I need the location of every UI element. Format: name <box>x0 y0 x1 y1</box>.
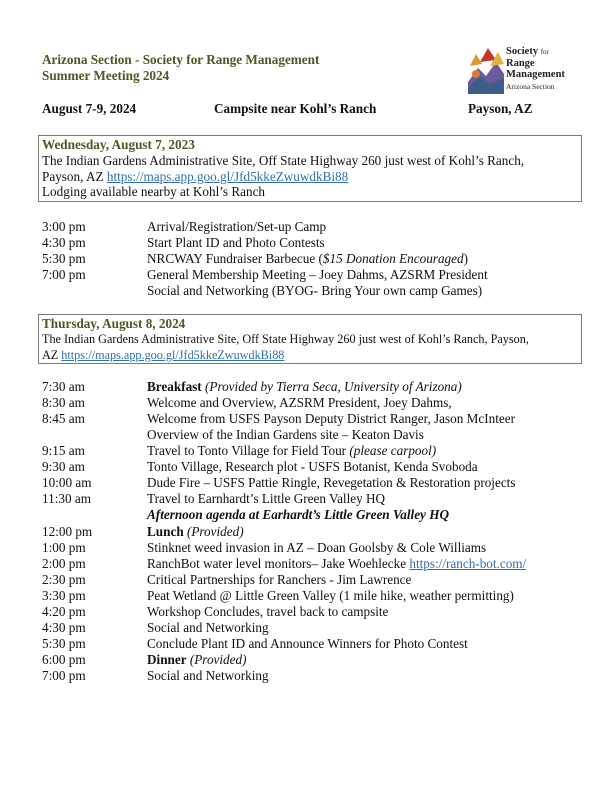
schedule-time: 1:00 pm <box>42 540 86 555</box>
schedule-time: 2:00 pm <box>42 556 86 571</box>
schedule-text: General Membership Meeting – Joey Dahms, AZSRM President <box>147 267 488 282</box>
schedule-time: 7:30 am <box>42 379 85 394</box>
logo-text <box>506 46 565 92</box>
schedule-text-bold: Breakfast <box>147 379 202 394</box>
schedule-row <box>42 379 462 395</box>
thursday-location-box <box>38 314 582 364</box>
schedule-text: Overview of the Indian Gardens site – Keaton Davis <box>147 427 424 442</box>
schedule-text: Welcome from USFS Payson Deputy District Ranger, Jason McInteer <box>147 411 515 426</box>
wednesday-location-line1: The Indian Gardens Administrative Site, Off State Highway 260 just west of Kohl’s Ranch, <box>42 153 525 168</box>
meeting-name: Summer Meeting 2024 <box>42 68 170 83</box>
thursday-location <box>42 332 578 363</box>
schedule-row <box>42 620 269 636</box>
schedule-text: Peat Wetland @ Little Green Valley (1 mile hike, weather permitting) <box>147 588 514 603</box>
schedule-text: Start Plant ID and Photo Contests <box>147 235 325 250</box>
schedule-text-italic: (Provided) <box>186 524 244 539</box>
schedule-row <box>42 411 515 427</box>
schedule-text: RanchBot water level monitors– Jake Woehlecke <box>147 556 410 571</box>
schedule-text-italic: (please carpool) <box>349 443 437 458</box>
srm-logo-icon <box>466 44 506 98</box>
wednesday-lodging: Lodging available nearby at Kohl’s Ranch <box>42 184 266 200</box>
schedule-text: Conclude Plant ID and Announce Winners for Photo Contest <box>147 636 468 651</box>
schedule-time: 6:00 pm <box>42 652 86 667</box>
schedule-time: 7:00 pm <box>42 668 86 683</box>
logo-line-section: Arizona Section <box>506 82 555 91</box>
schedule-text-italic: (Provided) <box>189 652 247 667</box>
schedule-text: Social and Networking (BYOG- Bring Your own camp Games) <box>147 283 483 298</box>
schedule-text-italic: (Provided by Tierra Seca, University of Arizona) <box>205 379 462 394</box>
schedule-text-italic: $15 Donation Encouraged <box>322 251 464 266</box>
schedule-time: 4:20 pm <box>42 604 86 619</box>
srm-logo <box>466 44 576 98</box>
schedule-time: 8:45 am <box>42 411 85 426</box>
logo-line-for: for <box>540 48 549 56</box>
schedule-row <box>42 556 526 572</box>
schedule-row <box>42 395 452 411</box>
schedule-row <box>42 491 385 507</box>
wednesday-location-line2 <box>42 169 578 185</box>
schedule-text-bold: Lunch <box>147 524 184 539</box>
wednesday-map-link[interactable]: https://maps.app.goo.gl/Jfd5kkeZwuwdkBi88 <box>106 168 349 184</box>
schedule-row <box>42 652 247 668</box>
schedule-row <box>42 219 326 235</box>
schedule-time: 9:30 am <box>42 459 85 474</box>
schedule-time: 2:30 pm <box>42 572 86 587</box>
schedule-time: 4:30 pm <box>42 235 86 250</box>
schedule-time: 10:00 am <box>42 475 92 490</box>
schedule-text: Social and Networking <box>147 620 269 635</box>
schedule-row <box>42 235 325 251</box>
schedule-time: 3:00 pm <box>42 219 86 234</box>
schedule-row <box>42 427 424 443</box>
schedule-time: 5:30 pm <box>42 636 86 651</box>
schedule-text: NRCWAY Fundraiser Barbecue ( <box>147 251 323 266</box>
schedule-time: 12:00 pm <box>42 524 93 539</box>
schedule-row <box>42 540 486 556</box>
schedule-row <box>42 459 478 475</box>
org-name: Arizona Section - Society for Range Management <box>42 52 320 67</box>
ranchbot-link[interactable]: https://ranch-bot.com/ <box>409 556 527 571</box>
schedule-time: 11:30 am <box>42 491 91 506</box>
thursday-location-line1: The Indian Gardens Administrative Site, Off State Highway 260 just west of Kohl’s Ranch, Payson, <box>42 332 529 346</box>
thursday-location-line2 <box>42 348 578 364</box>
schedule-time: 5:30 pm <box>42 251 86 266</box>
schedule-time: 9:15 am <box>42 443 85 458</box>
schedule-time: 4:30 pm <box>42 620 86 635</box>
wednesday-location-city: Payson, AZ <box>42 168 104 184</box>
schedule-text-bold: Dinner <box>147 652 187 667</box>
wednesday-location <box>42 153 578 200</box>
schedule-row <box>42 507 449 523</box>
logo-line-range: Range <box>506 58 535 69</box>
schedule-text: Travel to Earnhardt’s Little Green Valley HQ <box>147 491 386 506</box>
schedule-row <box>42 524 244 540</box>
wednesday-location-box <box>38 135 582 202</box>
schedule-time: 3:30 pm <box>42 588 86 603</box>
afternoon-agenda-heading: Afternoon agenda at Earhardt’s Little Green Valley HQ <box>147 507 449 522</box>
schedule-time: 8:30 am <box>42 395 85 410</box>
schedule-row <box>42 636 468 652</box>
logo-line-society: Society <box>506 46 539 57</box>
logo-line-management: Management <box>506 69 565 80</box>
event-venue: Campsite near Kohl’s Ranch <box>214 101 377 116</box>
schedule-row <box>42 668 269 684</box>
schedule-row <box>42 443 436 459</box>
schedule-text: Stinknet weed invasion in AZ – Doan Goolsby & Cole Williams <box>147 540 487 555</box>
schedule-text-end: ) <box>463 251 468 266</box>
schedule-text: Dude Fire – USFS Pattie Ringle, Revegetation & Restoration projects <box>147 475 516 490</box>
schedule-row <box>42 604 388 620</box>
schedule-text: Workshop Concludes, travel back to campsite <box>147 604 389 619</box>
schedule-row <box>42 251 468 267</box>
wednesday-title: Wednesday, August 7, 2023 <box>42 137 195 152</box>
schedule-text: Social and Networking <box>147 668 269 683</box>
schedule-text: Arrival/Registration/Set-up Camp <box>147 219 327 234</box>
thursday-map-link[interactable]: https://maps.app.goo.gl/Jfd5kkeZwuwdkBi88 <box>61 347 285 362</box>
schedule-time: 7:00 pm <box>42 267 86 282</box>
org-header <box>42 52 319 84</box>
thursday-location-state: AZ <box>42 347 59 362</box>
schedule-text: Travel to Tonto Village for Field Tour <box>147 443 350 458</box>
schedule-text: Critical Partnerships for Ranchers - Jim Lawrence <box>147 572 412 587</box>
schedule-row <box>42 283 482 299</box>
schedule-row <box>42 267 488 283</box>
schedule-row <box>42 588 514 604</box>
schedule-row <box>42 475 515 491</box>
schedule-text: Welcome and Overview, AZSRM President, Joey Dahms, <box>147 395 452 410</box>
event-city: Payson, AZ <box>468 101 533 116</box>
thursday-title: Thursday, August 8, 2024 <box>42 316 186 331</box>
schedule-text: Tonto Village, Research plot - USFS Botanist, Kenda Svoboda <box>147 459 478 474</box>
event-dates: August 7-9, 2024 <box>42 101 137 116</box>
schedule-row <box>42 572 411 588</box>
